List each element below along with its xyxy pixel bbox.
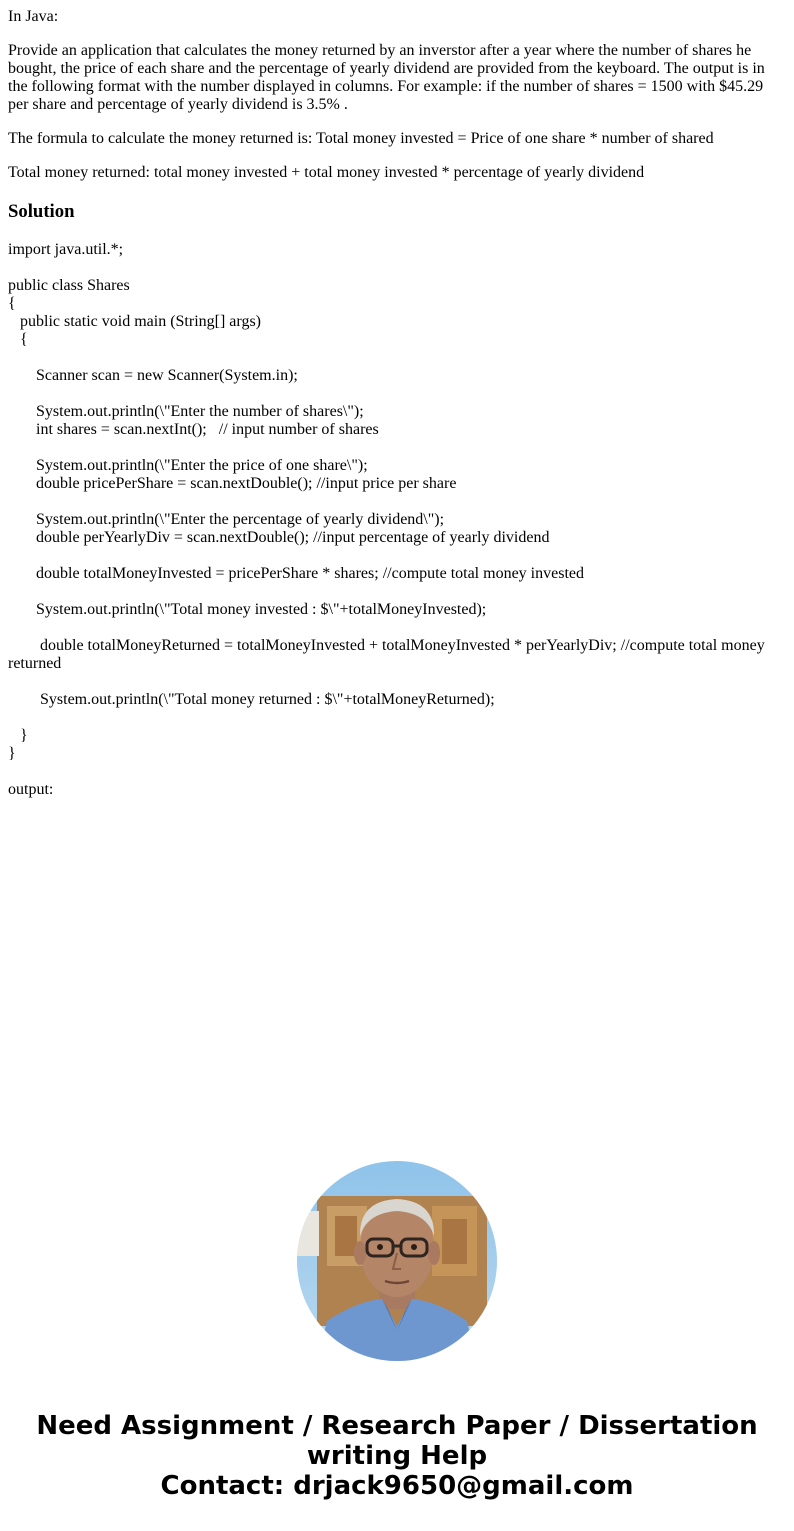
- returned-formula-text: Total money returned: total money invested + total money invested * percentage of yearly dividend: [8, 164, 645, 181]
- question-paragraph: Provide an application that calculates the money returned by an inverstor after a year where the number of shares he bought, the price of each share and the percentage of yearly dividend are provided from the keyboard. The output is in the following format with the number displayed in columns. For example: if the number of shares = 1500 with $45.29 per share and percentage of yearly dividend is 3.5% .: [8, 42, 765, 113]
- code-line: [8, 259, 786, 277]
- solution-heading: Solution: [8, 201, 75, 222]
- code-line: double pricePerShare = scan.nextDouble(); //input price per share: [8, 475, 457, 492]
- code-line: [8, 673, 786, 691]
- code-line: }: [8, 727, 28, 744]
- code-line: [8, 583, 786, 601]
- code-line: public static void main (String[] args): [8, 313, 261, 330]
- code-line: System.out.println(\"Enter the number of shares\");: [8, 403, 364, 420]
- code-line: [8, 439, 786, 457]
- author-avatar: [297, 1161, 497, 1361]
- code-line: int shares = scan.nextInt(); // input number of shares: [8, 421, 379, 438]
- formula-text: The formula to calculate the money returned is: Total money invested = Price of one share * number of shared: [8, 130, 714, 147]
- code-line: [8, 547, 786, 565]
- code-line: double totalMoneyInvested = pricePerShare * shares; //compute total money invested: [8, 565, 584, 582]
- code-line: double perYearlyDiv = scan.nextDouble(); //input percentage of yearly dividend: [8, 529, 550, 546]
- contact-banner: [0, 1411, 794, 1501]
- author-portrait-image: [297, 1161, 497, 1361]
- question-intro: In Java:: [8, 8, 59, 25]
- code-line: [8, 619, 786, 637]
- code-line: System.out.println(\"Total money returned : $\"+totalMoneyReturned);: [8, 691, 495, 708]
- code-line: Scanner scan = new Scanner(System.in);: [8, 367, 298, 384]
- code-line: System.out.println(\"Enter the price of one share\");: [8, 457, 368, 474]
- code-line: }: [8, 745, 16, 762]
- code-line: [8, 349, 786, 367]
- output-label: output:: [8, 781, 54, 798]
- code-line: {: [8, 331, 28, 348]
- code-line: public class Shares: [8, 277, 130, 294]
- banner-line-2: writing Help: [306, 1441, 488, 1471]
- code-line: [8, 385, 786, 403]
- banner-line-1: Need Assignment / Research Paper / Dissertation: [36, 1411, 758, 1441]
- document-body: [0, 8, 794, 799]
- code-line: [8, 763, 786, 781]
- code-line: [8, 493, 786, 511]
- code-line: double totalMoneyReturned = totalMoneyInvested + totalMoneyInvested * perYearlyDiv; //compute total money returned: [8, 637, 769, 672]
- code-line: System.out.println(\"Enter the percentage of yearly dividend\");: [8, 511, 445, 528]
- code-line: import java.util.*;: [8, 241, 124, 258]
- code-line: [8, 709, 786, 727]
- banner-contact-line: Contact: drjack9650@gmail.com: [160, 1471, 634, 1501]
- solution-code: [8, 241, 786, 799]
- code-line: System.out.println(\"Total money invested : $\"+totalMoneyInvested);: [8, 601, 487, 618]
- code-line: {: [8, 295, 16, 312]
